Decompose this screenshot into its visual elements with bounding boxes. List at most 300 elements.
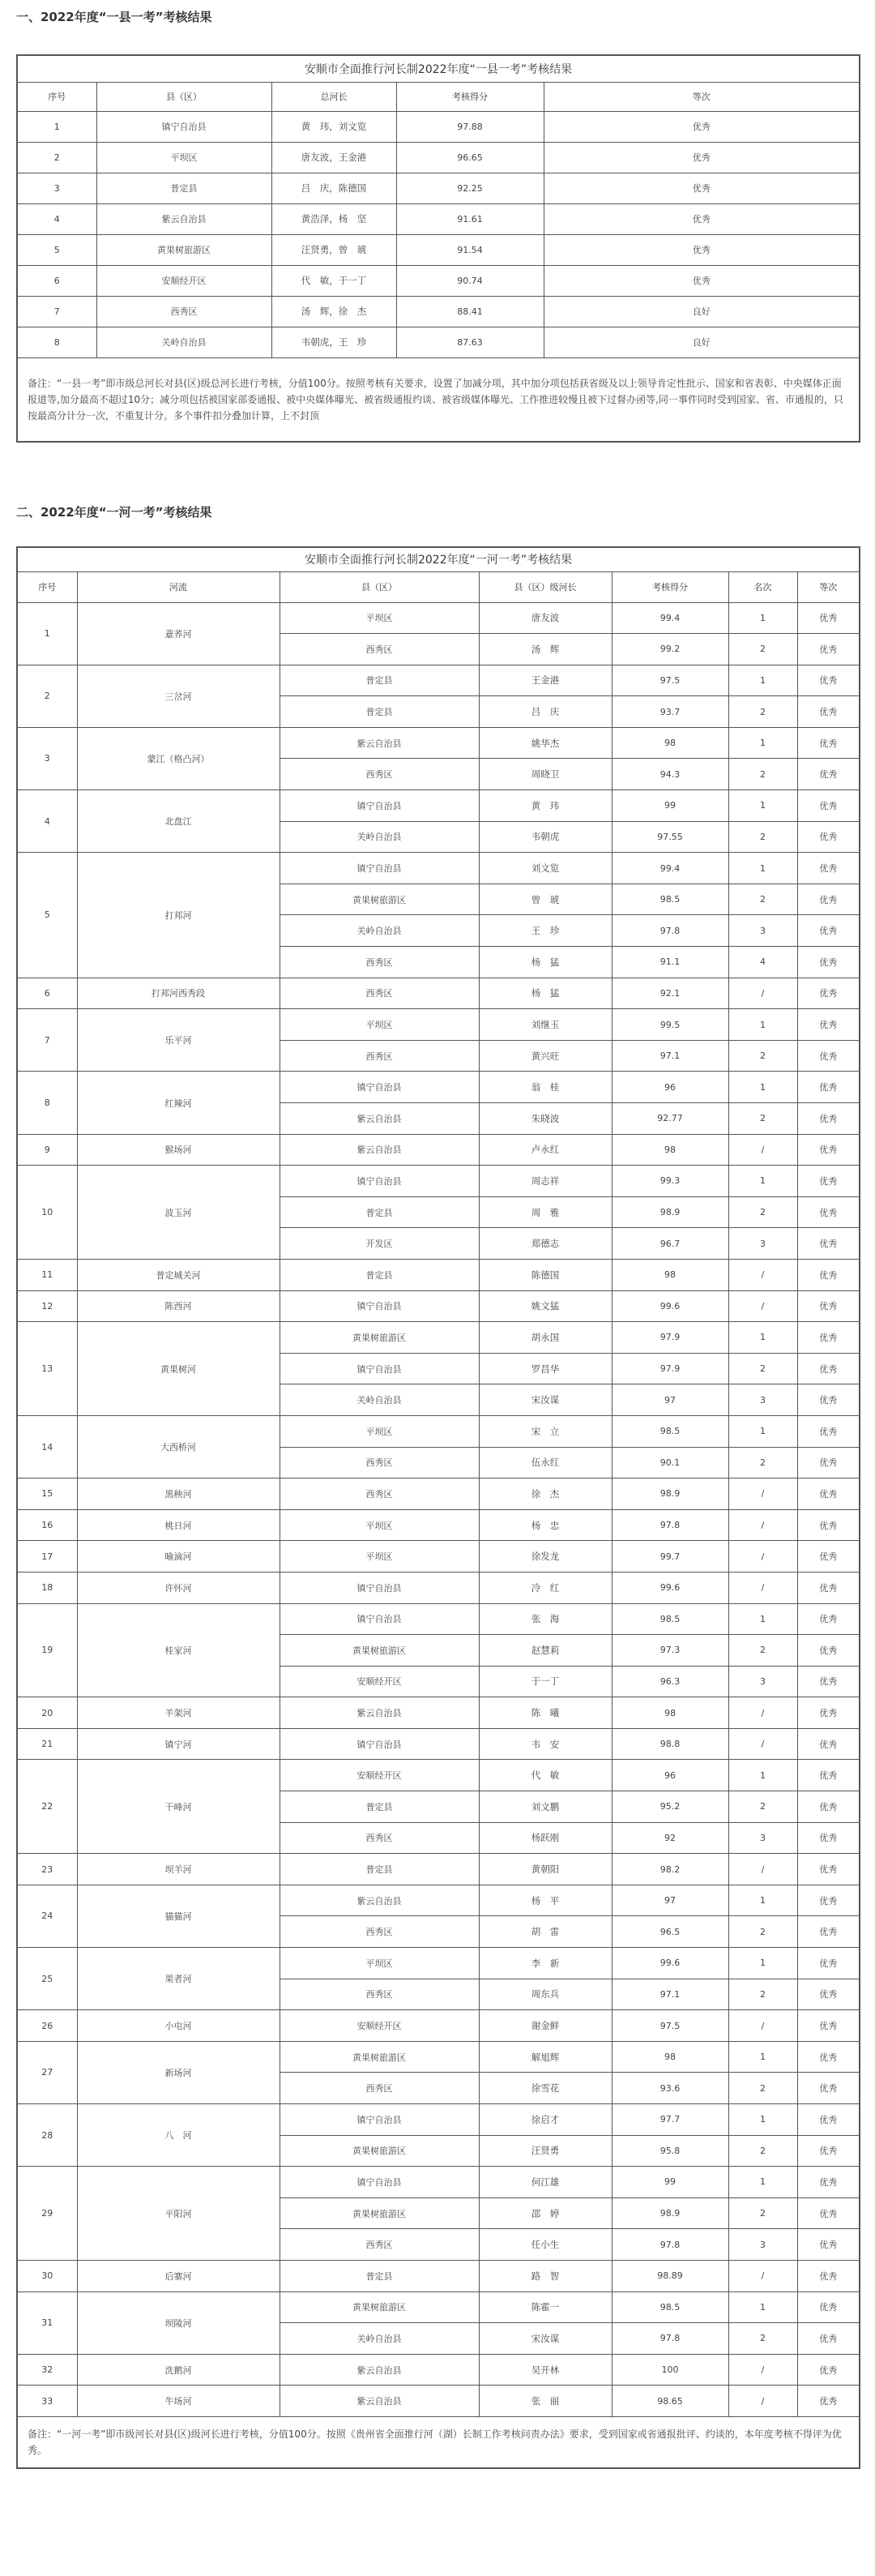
table-cell: 黄 玮 — [479, 790, 612, 822]
table-cell: 安顺经开区 — [280, 2010, 479, 2042]
table-cell: 徐启才 — [479, 2104, 612, 2136]
table-cell: 94.3 — [612, 759, 728, 790]
table-row — [17, 173, 860, 203]
table-cell: 88.41 — [396, 296, 544, 327]
column-header: 县（区） — [96, 82, 271, 111]
table-title: 安顺市全面推行河长制2022年度“一县一考”考核结果 — [17, 55, 860, 82]
table-cell: 优秀 — [797, 1040, 860, 1072]
table-cell: 任小生 — [479, 2229, 612, 2261]
table-cell: 卢永红 — [479, 1134, 612, 1166]
river-name: 坝羊河 — [77, 1854, 280, 1885]
table-cell: / — [728, 1572, 797, 1603]
table-cell: 紫云自治县 — [96, 203, 271, 234]
river-name: 黄果树河 — [77, 1322, 280, 1416]
table-row — [17, 1948, 860, 1979]
table-cell: 1 — [728, 602, 797, 634]
table-cell: 优秀 — [544, 173, 860, 203]
table-cell: 98 — [612, 2041, 728, 2073]
table-cell: 优秀 — [544, 111, 860, 142]
table-cell: 99.2 — [612, 634, 728, 665]
table-cell: 普定县 — [280, 696, 479, 728]
river-number: 27 — [17, 2041, 77, 2103]
table-cell: 优秀 — [797, 1885, 860, 1916]
table-cell: 1 — [728, 790, 797, 822]
table-cell: 96 — [612, 1072, 728, 1103]
table-cell: 杨 平 — [479, 1885, 612, 1916]
table-cell: 97.7 — [612, 2104, 728, 2136]
table-cell: 西秀区 — [280, 978, 479, 1009]
table-cell: 吴开林 — [479, 2354, 612, 2386]
table-cell: 陈德国 — [479, 1259, 612, 1290]
river-name: 干峰河 — [77, 1760, 280, 1854]
table-cell: 优秀 — [797, 790, 860, 822]
river-number: 25 — [17, 1948, 77, 2010]
table-cell: 2 — [728, 1196, 797, 1228]
table-cell: 宋 立 — [479, 1415, 612, 1447]
table-cell: 92 — [612, 1822, 728, 1854]
table-cell: 98.89 — [612, 2260, 728, 2291]
river-number: 6 — [17, 978, 77, 1009]
table-cell: 优秀 — [797, 759, 860, 790]
table-row — [17, 296, 860, 327]
table-cell: 平坝区 — [280, 602, 479, 634]
table-cell: 1 — [728, 665, 797, 696]
table-cell: 唐友波 — [479, 602, 612, 634]
river-name: 平阳河 — [77, 2167, 280, 2261]
table-cell: 优秀 — [797, 947, 860, 978]
table-cell: 97.8 — [612, 2229, 728, 2261]
column-header: 名次 — [728, 571, 797, 602]
table-cell: / — [728, 978, 797, 1009]
table-cell: 优秀 — [797, 1478, 860, 1510]
table-cell: 优秀 — [797, 2229, 860, 2261]
river-name: 喻滴河 — [77, 1541, 280, 1573]
table-cell: 安顺经开区 — [280, 1760, 479, 1791]
table-cell: 93.6 — [612, 2073, 728, 2104]
table-cell: 优秀 — [797, 2197, 860, 2229]
column-header: 等次 — [797, 571, 860, 602]
table-row — [17, 665, 860, 696]
river-name: 蒙江（格凸河） — [77, 727, 280, 789]
table-cell: 关岭自治县 — [280, 1384, 479, 1416]
table-row — [17, 2010, 860, 2042]
table-cell: 2 — [728, 1040, 797, 1072]
river-number: 11 — [17, 1259, 77, 1290]
table-cell: 优秀 — [797, 1228, 860, 1260]
column-header: 县（区）级河长 — [479, 571, 612, 602]
table-cell: 98.5 — [612, 2291, 728, 2323]
table-cell: 罗昌华 — [479, 1353, 612, 1384]
river-name: 波玉河 — [77, 1166, 280, 1260]
table-row — [17, 1322, 860, 1354]
table-row — [17, 1134, 860, 1166]
river-number: 1 — [17, 602, 77, 665]
table-cell: 优秀 — [797, 727, 860, 759]
table-cell: / — [728, 2010, 797, 2042]
table-cell: 1 — [728, 2041, 797, 2073]
table-cell: 黄果树旅游区 — [280, 2197, 479, 2229]
table-row — [17, 327, 860, 357]
table-cell: 优秀 — [797, 1415, 860, 1447]
table-row — [17, 265, 860, 296]
table-cell: 1 — [728, 2291, 797, 2323]
table-cell: 普定县 — [280, 2260, 479, 2291]
table-cell: 韦朝虎，王 珍 — [271, 327, 396, 357]
river-name: 打邦河西秀段 — [77, 978, 280, 1009]
table-row — [17, 602, 860, 634]
table-cell: 2 — [728, 821, 797, 853]
table-cell: 谢金鲜 — [479, 2010, 612, 2042]
river-number: 22 — [17, 1760, 77, 1854]
river-number: 23 — [17, 1854, 77, 1885]
table-cell: 汤 辉，徐 杰 — [271, 296, 396, 327]
table-cell: 3 — [17, 173, 96, 203]
table-cell: 代 敏 — [479, 1760, 612, 1791]
table-cell: 97.3 — [612, 1635, 728, 1667]
table-row — [17, 2104, 860, 2136]
table-cell: 周志祥 — [479, 1166, 612, 1197]
table-cell: 优秀 — [797, 1509, 860, 1541]
table-cell: 优秀 — [797, 915, 860, 947]
table-cell: 1 — [728, 2167, 797, 2198]
table-cell: 普定县 — [280, 665, 479, 696]
table-cell: 优秀 — [797, 1134, 860, 1166]
table-cell: 关岭自治县 — [280, 2323, 479, 2355]
table-cell: 刘继玉 — [479, 1009, 612, 1041]
table-cell: 平坝区 — [280, 1948, 479, 1979]
table-cell: 优秀 — [797, 821, 860, 853]
table-cell: 2 — [728, 2135, 797, 2167]
table-cell: 西秀区 — [280, 947, 479, 978]
section2-heading: 二、2022年度“一河一考”考核结果 — [16, 505, 212, 520]
table-cell: 96.5 — [612, 1916, 728, 1948]
table-cell: 优秀 — [797, 1979, 860, 2010]
table-cell: 解旭辉 — [479, 2041, 612, 2073]
table-cell: 97.88 — [396, 111, 544, 142]
table-cell: 99.6 — [612, 1290, 728, 1322]
table-cell: 2 — [728, 2197, 797, 2229]
river-number: 5 — [17, 853, 77, 978]
river-name: 薏荞河 — [77, 602, 280, 665]
river-number: 2 — [17, 665, 77, 727]
table-cell: 98.9 — [612, 2197, 728, 2229]
table-cell: 翁 桂 — [479, 1072, 612, 1103]
table-cell: 吕 庆 — [479, 696, 612, 728]
table-cell: 杨 忠 — [479, 1509, 612, 1541]
table-cell: 8 — [17, 327, 96, 357]
note-row — [17, 2416, 860, 2468]
table-title-row — [17, 55, 860, 82]
table-cell: 98.2 — [612, 1854, 728, 1885]
table-cell: 关岭自治县 — [280, 821, 479, 853]
section1-heading: 一、2022年度“一县一考”考核结果 — [16, 10, 212, 24]
table-cell: 98.5 — [612, 884, 728, 915]
river-number: 3 — [17, 727, 77, 789]
table-cell: 优秀 — [797, 2386, 860, 2417]
river-number: 20 — [17, 1697, 77, 1729]
table-cell: / — [728, 1290, 797, 1322]
table-row — [17, 1009, 860, 1041]
table-cell: 优秀 — [797, 853, 860, 884]
table-cell: 冷 红 — [479, 1572, 612, 1603]
table-cell: 紫云自治县 — [280, 1103, 479, 1135]
table-cell: 王 珍 — [479, 915, 612, 947]
table-cell: 98 — [612, 727, 728, 759]
table-cell: 优秀 — [544, 203, 860, 234]
table-cell: 2 — [728, 1791, 797, 1823]
table-cell: 曾 琥 — [479, 884, 612, 915]
table-cell: 优秀 — [797, 1166, 860, 1197]
river-name: 红辣河 — [77, 1072, 280, 1134]
table-cell: 平坝区 — [280, 1509, 479, 1541]
table-cell: 100 — [612, 2354, 728, 2386]
table-cell: 优秀 — [797, 1353, 860, 1384]
river-name: 陈西河 — [77, 1290, 280, 1322]
table-cell: 3 — [728, 1666, 797, 1697]
table-cell: 优秀 — [797, 1196, 860, 1228]
table-cell: 优秀 — [797, 1916, 860, 1948]
table-row — [17, 1885, 860, 1916]
table-cell: 紫云自治县 — [280, 2354, 479, 2386]
table-row — [17, 1072, 860, 1103]
table-cell: 优秀 — [797, 2167, 860, 2198]
table-cell: 镇宁自治县 — [96, 111, 271, 142]
table-cell: 优秀 — [797, 1760, 860, 1791]
table-cell: 2 — [728, 1353, 797, 1384]
table-row — [17, 203, 860, 234]
table-cell: 2 — [17, 142, 96, 173]
table-cell: 普定县 — [280, 1854, 479, 1885]
table-cell: 95.8 — [612, 2135, 728, 2167]
table-cell: / — [728, 1478, 797, 1510]
table-cell: 97.9 — [612, 1322, 728, 1354]
table-row — [17, 1572, 860, 1603]
table-cell: 镇宁自治县 — [280, 1572, 479, 1603]
table-cell: 1 — [728, 1009, 797, 1041]
table-title-row — [17, 547, 860, 571]
table-cell: 优秀 — [544, 234, 860, 265]
table-cell: 郑德志 — [479, 1228, 612, 1260]
table-cell: 1 — [728, 1760, 797, 1791]
table-cell: 张 丽 — [479, 2386, 612, 2417]
table-note: 备注：“一县一考”即市级总河长对县(区)级总河长进行考核，分值100分。按照考核有关要求，设置了加减分项，其中加分项包括获省级及以上领导肯定性批示、国家和省表彰、中央媒体正面报道等,加分最高不超过10分；减分项包括被国家部委通报、被中央媒体曝光、被省级通报约谈、被省级媒体曝光、工作推进较慢且被下过督办函等,同一事件同时受到国家、省、市通报的，只按最高分计分一次，不重复计分。多个事件扣分叠加计算，上不封顶 — [17, 357, 860, 442]
river-number: 31 — [17, 2291, 77, 2354]
river-number: 12 — [17, 1290, 77, 1322]
table-cell: 黄 玮，刘文览 — [271, 111, 396, 142]
table-cell: 99.5 — [612, 1009, 728, 1041]
table-row — [17, 2386, 860, 2417]
river-number: 33 — [17, 2386, 77, 2417]
note-row — [17, 357, 860, 442]
table-row — [17, 1760, 860, 1791]
table-cell: 西秀区 — [280, 1916, 479, 1948]
table-cell: / — [728, 2386, 797, 2417]
table-cell: 周 雅 — [479, 1196, 612, 1228]
table-row — [17, 142, 860, 173]
column-header: 河流 — [77, 571, 280, 602]
table-cell: 99 — [612, 790, 728, 822]
river-name: 后寨河 — [77, 2260, 280, 2291]
table-cell: 周晓卫 — [479, 759, 612, 790]
table-row — [17, 1259, 860, 1290]
table-cell: 张 海 — [479, 1603, 612, 1635]
table-cell: 2 — [728, 1103, 797, 1135]
table-cell: 91.61 — [396, 203, 544, 234]
table-row — [17, 1290, 860, 1322]
river-number: 9 — [17, 1134, 77, 1166]
table-cell: 普定县 — [280, 1196, 479, 1228]
river-name: 牛场河 — [77, 2386, 280, 2417]
table-cell: 92.25 — [396, 173, 544, 203]
river-name: 许怀河 — [77, 1572, 280, 1603]
table-cell: 优秀 — [797, 1290, 860, 1322]
table-cell: 镇宁自治县 — [280, 1290, 479, 1322]
table-row — [17, 1415, 860, 1447]
table-cell: 开发区 — [280, 1228, 479, 1260]
table-cell: 杨跃刚 — [479, 1822, 612, 1854]
table-row — [17, 2041, 860, 2073]
river-number: 17 — [17, 1541, 77, 1573]
table-cell: 优秀 — [797, 2260, 860, 2291]
river-name: 羊架河 — [77, 1697, 280, 1729]
table-cell: 安顺经开区 — [96, 265, 271, 296]
table-cell: 优秀 — [797, 1384, 860, 1416]
table-cell: 紫云自治县 — [280, 1134, 479, 1166]
table-cell: 平坝区 — [280, 1415, 479, 1447]
table-cell: 汪贤勇 — [479, 2135, 612, 2167]
table-cell: 90.1 — [612, 1447, 728, 1478]
table-row — [17, 1166, 860, 1197]
table-cell: 3 — [728, 1384, 797, 1416]
table-cell: 优秀 — [797, 1103, 860, 1135]
table-cell: 优秀 — [797, 2010, 860, 2042]
table-cell: 李 新 — [479, 1948, 612, 1979]
river-number: 32 — [17, 2354, 77, 2386]
table-cell: 优秀 — [797, 634, 860, 665]
table-cell: 优秀 — [797, 1541, 860, 1573]
table-cell: 优秀 — [797, 1728, 860, 1760]
table-cell: 1 — [728, 1948, 797, 1979]
table-cell: 优秀 — [797, 2323, 860, 2355]
table-row — [17, 2260, 860, 2291]
river-name: 普定城关河 — [77, 1259, 280, 1290]
table-cell: 优秀 — [797, 1697, 860, 1729]
column-header: 考核得分 — [612, 571, 728, 602]
table-cell: 2 — [728, 634, 797, 665]
table-cell: 安顺经开区 — [280, 1666, 479, 1697]
table-row — [17, 978, 860, 1009]
table-cell: 97.8 — [612, 1509, 728, 1541]
table-cell: 邵 婷 — [479, 2197, 612, 2229]
table-cell: 陈 曦 — [479, 1697, 612, 1729]
table-cell: 关岭自治县 — [96, 327, 271, 357]
column-header: 序号 — [17, 82, 96, 111]
table-title: 安顺市全面推行河长制2022年度“一河一考”考核结果 — [17, 547, 860, 571]
table-cell: 西秀区 — [280, 1447, 479, 1478]
table-cell: 1 — [728, 1166, 797, 1197]
table-cell: 伍永红 — [479, 1447, 612, 1478]
river-number: 21 — [17, 1728, 77, 1760]
table-cell: 3 — [728, 2229, 797, 2261]
river-number: 29 — [17, 2167, 77, 2261]
table-cell: 99.7 — [612, 1541, 728, 1573]
table-cell: 1 — [728, 1885, 797, 1916]
table-row — [17, 1509, 860, 1541]
river-name: 打邦河 — [77, 853, 280, 978]
table-cell: 96.7 — [612, 1228, 728, 1260]
river-number: 19 — [17, 1603, 77, 1697]
table-cell: 2 — [728, 1916, 797, 1948]
table-cell: 宋汝谋 — [479, 2323, 612, 2355]
table-cell: 6 — [17, 265, 96, 296]
table-cell: 镇宁自治县 — [280, 790, 479, 822]
table-cell: 赵慧莉 — [479, 1635, 612, 1667]
table-cell: / — [728, 2260, 797, 2291]
table-cell: 2 — [728, 1447, 797, 1478]
table-cell: 95.2 — [612, 1791, 728, 1823]
table-cell: 黄朝阳 — [479, 1854, 612, 1885]
river-name: 坝陵河 — [77, 2291, 280, 2354]
column-header: 考核得分 — [396, 82, 544, 111]
river-number: 16 — [17, 1509, 77, 1541]
table-cell: / — [728, 1854, 797, 1885]
table-cell: 镇宁自治县 — [280, 1072, 479, 1103]
river-number: 8 — [17, 1072, 77, 1134]
river-number: 15 — [17, 1478, 77, 1510]
table-cell: 优秀 — [797, 1322, 860, 1354]
table-cell: 韦朝虎 — [479, 821, 612, 853]
table-cell: 优秀 — [797, 2135, 860, 2167]
table-cell: 97 — [612, 1384, 728, 1416]
table-cell: 西秀区 — [280, 1822, 479, 1854]
table-cell: 91.1 — [612, 947, 728, 978]
table-cell: 西秀区 — [280, 634, 479, 665]
river-name: 镇宁河 — [77, 1728, 280, 1760]
table-header-row — [17, 82, 860, 111]
table-row — [17, 1603, 860, 1635]
table-cell: 黄果树旅游区 — [280, 884, 479, 915]
river-name: 黑秧河 — [77, 1478, 280, 1510]
table-cell: 优秀 — [797, 1822, 860, 1854]
table-cell: / — [728, 1259, 797, 1290]
table-cell: 西秀区 — [280, 759, 479, 790]
table-cell: 优秀 — [797, 2041, 860, 2073]
table-cell: 2 — [728, 759, 797, 790]
table-cell: 99.6 — [612, 1572, 728, 1603]
table-cell: 普定县 — [280, 1259, 479, 1290]
table-cell: 黄兴旺 — [479, 1040, 612, 1072]
table-cell: 优秀 — [797, 1635, 860, 1667]
table-cell: 吕 庆，陈德国 — [271, 173, 396, 203]
table-cell: 黄果树旅游区 — [280, 2291, 479, 2323]
table-cell: 路 智 — [479, 2260, 612, 2291]
table-cell: 2 — [728, 1635, 797, 1667]
table-cell: 陈霍一 — [479, 2291, 612, 2323]
table-cell: 于一丁 — [479, 1666, 612, 1697]
table-cell: 紫云自治县 — [280, 2386, 479, 2417]
table-cell: 98 — [612, 1134, 728, 1166]
table-cell: 关岭自治县 — [280, 915, 479, 947]
table-cell: 2 — [728, 2073, 797, 2104]
table-cell: 92.77 — [612, 1103, 728, 1135]
table-cell: 优秀 — [797, 1948, 860, 1979]
table-cell: 刘文览 — [479, 853, 612, 884]
table-cell: 92.1 — [612, 978, 728, 1009]
table-cell: 唐友波，王金港 — [271, 142, 396, 173]
table-cell: 黄果树旅游区 — [96, 234, 271, 265]
river-name: 八 河 — [77, 2104, 280, 2167]
table-cell: 优秀 — [797, 2104, 860, 2136]
